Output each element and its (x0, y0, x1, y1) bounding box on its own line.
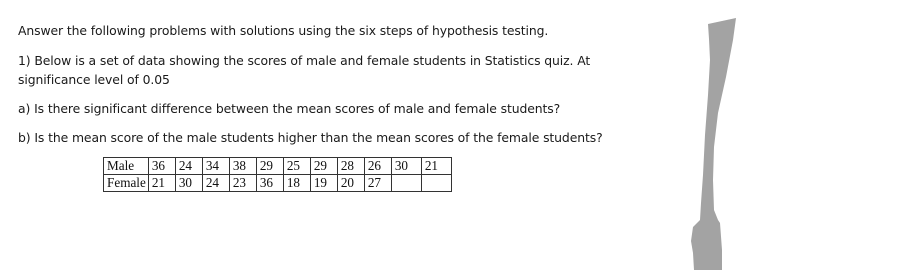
female-row (104, 175, 452, 192)
male-score-cell: 30 (391, 158, 421, 175)
male-score-cell: 21 (421, 158, 451, 175)
male-score-cell: 28 (337, 158, 364, 175)
female-score-cell: 36 (256, 175, 283, 192)
male-score-cell: 29 (256, 158, 283, 175)
female-score-cell: 24 (202, 175, 229, 192)
female-score-cell: 27 (364, 175, 391, 192)
female-label: Female (104, 175, 149, 192)
male-score-cell: 29 (310, 158, 337, 175)
male-score-cell: 38 (229, 158, 256, 175)
male-row (104, 158, 452, 175)
male-score-cell: 24 (175, 158, 202, 175)
female-score-cell: 18 (283, 175, 310, 192)
question-b-text: b) Is the mean score of the male students higher than the mean scores of the female students? (18, 130, 603, 145)
female-score-cell: 21 (148, 175, 175, 192)
female-score-cell: 23 (229, 175, 256, 192)
male-score-cell: 26 (364, 158, 391, 175)
female-score-cell: 30 (175, 175, 202, 192)
pen-stroke-annotation (680, 15, 740, 270)
male-label: Male (104, 158, 149, 175)
problem-1-text-line-1: 1) Below is a set of data showing the scores of male and female students in Statistics quiz. At (18, 53, 591, 68)
female-empty-cell (421, 175, 451, 192)
female-score-cell: 19 (310, 175, 337, 192)
male-score-cell: 36 (148, 158, 175, 175)
male-score-cell: 34 (202, 158, 229, 175)
scores-table (103, 157, 452, 192)
instructions-text: Answer the following problems with solutions using the six steps of hypothesis testing. (18, 23, 549, 38)
question-a-text: a) Is there significant difference between the mean scores of male and female students? (18, 101, 561, 116)
female-score-cell: 20 (337, 175, 364, 192)
male-score-cell: 25 (283, 158, 310, 175)
problem-1-text-line-2: significance level of 0.05 (18, 72, 170, 87)
female-empty-cell (391, 175, 421, 192)
pen-stroke-path (691, 18, 736, 270)
